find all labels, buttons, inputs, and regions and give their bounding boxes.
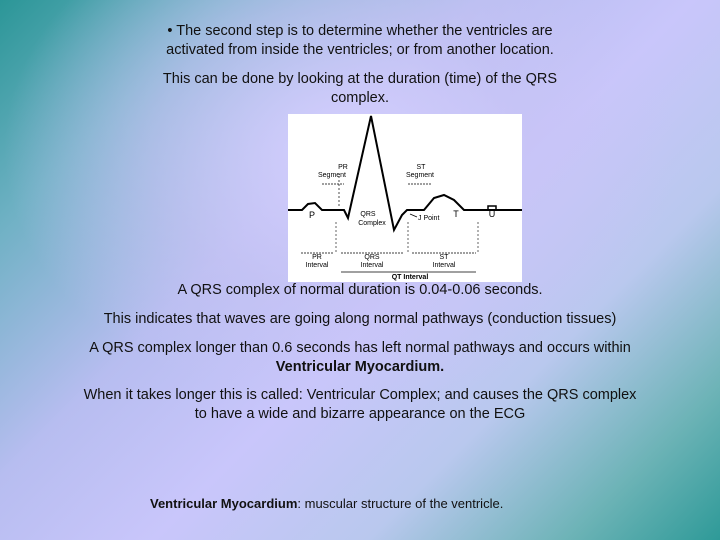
definition-text — [150, 495, 503, 512]
st-segment-label-2: Segment — [405, 172, 435, 179]
ecg-diagram-svg — [288, 114, 522, 282]
ecg-diagram — [288, 114, 522, 282]
j-point-label: J Point — [418, 215, 440, 222]
ventricular-complex-text — [20, 386, 700, 424]
bullet-line-2: activated from inside the ventricles; or from another location. — [166, 42, 554, 58]
duration-text — [60, 70, 660, 108]
p-wave-label: P — [308, 210, 316, 220]
pr-segment-label-2: Segment — [317, 172, 347, 179]
longer-line-1: A QRS complex longer than 0.6 seconds has left normal pathways and occurs within — [89, 340, 631, 356]
pr-segment-label-1: PR — [338, 164, 348, 171]
st-segment-label-1: ST — [416, 164, 426, 171]
st-interval-label-2: Interval — [432, 262, 456, 269]
duration-line-1: This can be done by looking at the duration (time) of the QRS — [162, 71, 558, 87]
complex-line-2: to have a wide and bizarre appearance on the ECG — [194, 406, 526, 422]
j-point-marker — [410, 214, 417, 217]
qrs-complex-label-1: QRS — [360, 211, 376, 218]
longer-qrs-text — [20, 339, 700, 377]
st-interval-label-1: ST — [439, 254, 449, 261]
complex-line-1: When it takes longer this is called: Ventricular Complex; and causes the QRS complex — [83, 387, 637, 403]
pr-interval-label-2: Interval — [305, 262, 329, 269]
qt-interval-label: QT Interval — [391, 274, 429, 281]
longer-line-2: Ventricular Myocardium. — [275, 359, 445, 375]
qrs-interval-label-1: QRS — [364, 254, 380, 261]
qrs-interval-label-2: Interval — [360, 262, 384, 269]
bullet-text — [60, 22, 660, 60]
t-wave-label: T — [453, 209, 459, 219]
normal-pathways-text: This indicates that waves are going along normal pathways (conduction tissues) — [103, 311, 617, 327]
pr-interval-label-1: PR — [312, 254, 322, 261]
bullet-line-1: • The second step is to determine whether the ventricles are — [167, 23, 553, 39]
u-wave-label: U — [488, 209, 496, 219]
duration-line-2: complex. — [330, 90, 390, 106]
normal-duration-text: A QRS complex of normal duration is 0.04-0.06 seconds. — [177, 282, 543, 298]
definition-term: Ventricular Myocardium — [150, 496, 298, 511]
qrs-complex-label-2: Complex — [358, 220, 386, 227]
definition-body: : muscular structure of the ventricle. — [297, 496, 504, 511]
